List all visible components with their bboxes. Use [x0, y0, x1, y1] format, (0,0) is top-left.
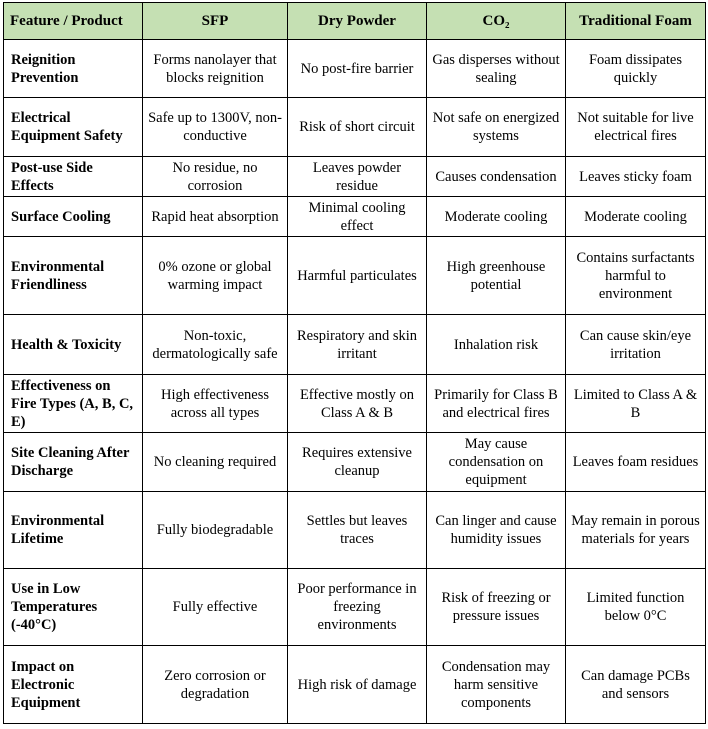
co2-cell: Inhalation risk — [427, 315, 566, 375]
table-row — [4, 375, 706, 433]
dry-powder-cell: Leaves powder residue — [288, 157, 427, 197]
feature-label: Reignition Prevention — [4, 40, 143, 98]
feature-label: Use in Low Temperatures (-40°C) — [4, 569, 143, 646]
sfp-cell: Forms nanolayer that blocks reignition — [143, 40, 288, 98]
header-row — [4, 3, 706, 40]
header-co2: CO₂ — [427, 3, 566, 40]
sfp-cell: Zero corrosion or degradation — [143, 646, 288, 724]
co2-cell: Can linger and cause humidity issues — [427, 492, 566, 569]
dry-powder-cell: Effective mostly on Class A & B — [288, 375, 427, 433]
sfp-cell: No cleaning required — [143, 433, 288, 492]
table-row — [4, 569, 706, 646]
co2-cell: Risk of freezing or pressure issues — [427, 569, 566, 646]
table-row — [4, 157, 706, 197]
traditional-foam-cell: Leaves foam residues — [566, 433, 706, 492]
traditional-foam-cell: May remain in porous materials for years — [566, 492, 706, 569]
co2-cell: Moderate cooling — [427, 197, 566, 237]
table-row — [4, 197, 706, 237]
co2-cell: Not safe on energized systems — [427, 98, 566, 157]
table-row — [4, 433, 706, 492]
header-dry-powder: Dry Powder — [288, 3, 427, 40]
traditional-foam-cell: Leaves sticky foam — [566, 157, 706, 197]
sfp-cell: Non-toxic, dermatologically safe — [143, 315, 288, 375]
feature-label: Environmental Friendliness — [4, 237, 143, 315]
table-row — [4, 315, 706, 375]
feature-label: Surface Cooling — [4, 197, 143, 237]
comparison-table — [3, 2, 706, 724]
co2-cell: Causes condensation — [427, 157, 566, 197]
sfp-cell: 0% ozone or global warming impact — [143, 237, 288, 315]
feature-label: Impact on Electronic Equipment — [4, 646, 143, 724]
header-traditional-foam: Traditional Foam — [566, 3, 706, 40]
table-row — [4, 40, 706, 98]
sfp-cell: No residue, no corrosion — [143, 157, 288, 197]
co2-cell: Primarily for Class B and electrical fires — [427, 375, 566, 433]
co2-cell: High greenhouse potential — [427, 237, 566, 315]
traditional-foam-cell: Foam dissipates quickly — [566, 40, 706, 98]
table-header — [4, 3, 706, 40]
co2-cell: May cause condensation on equipment — [427, 433, 566, 492]
dry-powder-cell: Harmful particulates — [288, 237, 427, 315]
table-row — [4, 237, 706, 315]
feature-label: Post-use Side Effects — [4, 157, 143, 197]
dry-powder-cell: No post-fire barrier — [288, 40, 427, 98]
dry-powder-cell: Respiratory and skin irritant — [288, 315, 427, 375]
traditional-foam-cell: Can cause skin/eye irritation — [566, 315, 706, 375]
table-body — [4, 40, 706, 724]
sfp-cell: High effectiveness across all types — [143, 375, 288, 433]
dry-powder-cell: Poor performance in freezing environments — [288, 569, 427, 646]
header-sfp: SFP — [143, 3, 288, 40]
sfp-cell: Safe up to 1300V, non-conductive — [143, 98, 288, 157]
traditional-foam-cell: Limited to Class A & B — [566, 375, 706, 433]
dry-powder-cell: Risk of short circuit — [288, 98, 427, 157]
traditional-foam-cell: Contains surfactants harmful to environment — [566, 237, 706, 315]
sfp-cell: Rapid heat absorption — [143, 197, 288, 237]
sfp-cell: Fully effective — [143, 569, 288, 646]
feature-label: Environmental Lifetime — [4, 492, 143, 569]
dry-powder-cell: Requires extensive cleanup — [288, 433, 427, 492]
table-row — [4, 646, 706, 724]
table-row — [4, 492, 706, 569]
header-feature: Feature / Product — [4, 3, 143, 40]
feature-label: Electrical Equipment Safety — [4, 98, 143, 157]
co2-cell: Condensation may harm sensitive components — [427, 646, 566, 724]
dry-powder-cell: High risk of damage — [288, 646, 427, 724]
feature-label: Effectiveness on Fire Types (A, B, C, E) — [4, 375, 143, 433]
traditional-foam-cell: Moderate cooling — [566, 197, 706, 237]
traditional-foam-cell: Can damage PCBs and sensors — [566, 646, 706, 724]
sfp-cell: Fully biodegradable — [143, 492, 288, 569]
traditional-foam-cell: Not suitable for live electrical fires — [566, 98, 706, 157]
dry-powder-cell: Minimal cooling effect — [288, 197, 427, 237]
co2-cell: Gas disperses without sealing — [427, 40, 566, 98]
feature-label: Site Cleaning After Discharge — [4, 433, 143, 492]
table-row — [4, 98, 706, 157]
dry-powder-cell: Settles but leaves traces — [288, 492, 427, 569]
traditional-foam-cell: Limited function below 0°C — [566, 569, 706, 646]
feature-label: Health & Toxicity — [4, 315, 143, 375]
